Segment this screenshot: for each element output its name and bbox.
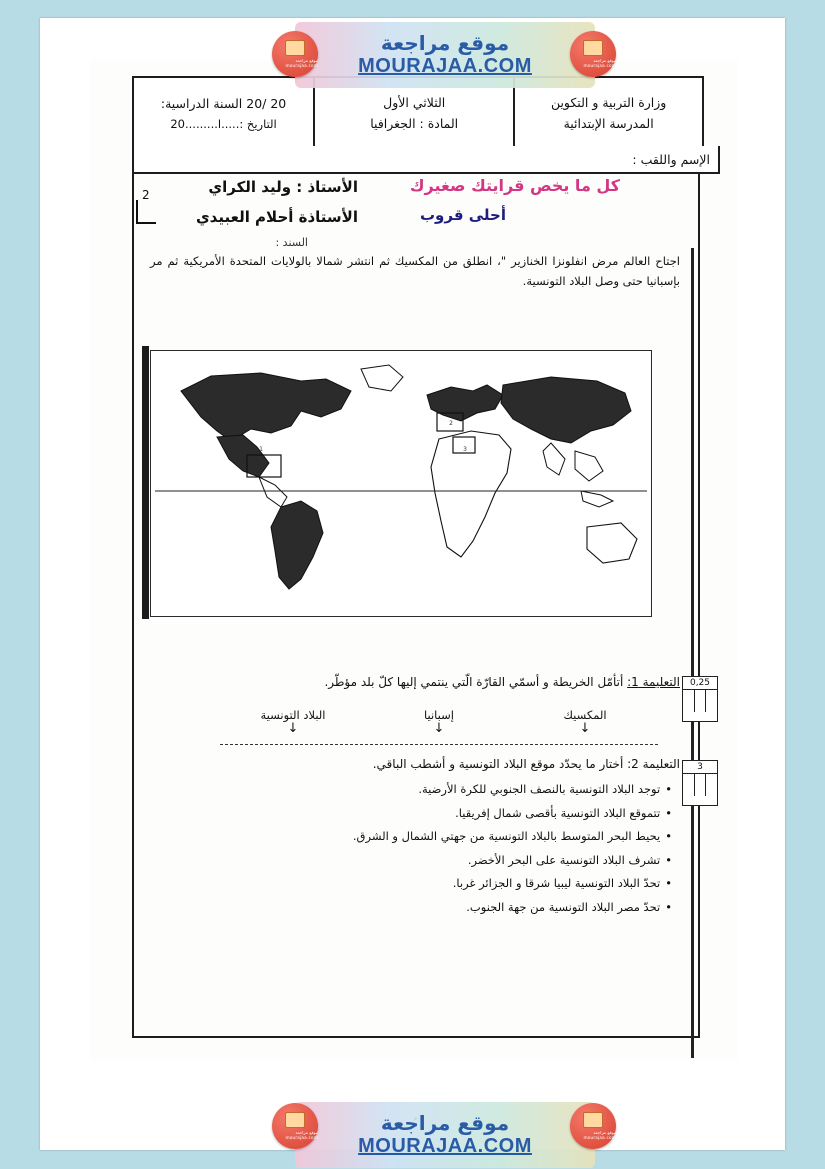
watermark-url[interactable]: MOURAJAA.COM xyxy=(358,55,532,77)
score-cell xyxy=(694,774,706,796)
watermark-arabic-label: موقع مراجعة xyxy=(380,1111,510,1135)
instruction-2-text: أختار ما يحدّد موقع البلاد التونسية و أشطب الباقي. xyxy=(372,757,624,771)
score-cell xyxy=(705,774,717,796)
source-label: السند : xyxy=(275,236,308,249)
answer-country-2: إسبانيا xyxy=(424,708,454,722)
instruction-2-options xyxy=(198,778,672,919)
svg-text:1: 1 xyxy=(259,446,263,453)
svg-text:2: 2 xyxy=(449,420,453,427)
pink-note: كل ما يخص قرايتك صغيرك xyxy=(409,176,620,195)
teacher-name-2: الأستاذة أحلام العبيدي xyxy=(195,208,358,226)
world-map-svg xyxy=(151,351,651,616)
answer-blank-2[interactable]: إسبانيا ↓ xyxy=(424,708,454,736)
answer-dashed-line xyxy=(220,744,658,745)
option-item[interactable]: • تحدّ مصر البلاد التونسية من جهة الجنوب. xyxy=(198,896,672,920)
map-left-bar xyxy=(142,346,149,619)
book-icon xyxy=(583,40,603,56)
answer-blank-1[interactable]: المكسيك ↓ xyxy=(563,708,607,736)
school-year-row xyxy=(161,96,286,111)
score-cell xyxy=(683,690,694,712)
instruction-1 xyxy=(208,672,680,694)
score-2-value: 3 xyxy=(683,761,717,774)
subject-label: المادة : الجغرافيا xyxy=(370,116,459,131)
badge-label: موقع مراجعة mourajaa.com xyxy=(583,1130,616,1140)
watermark-bottom-text xyxy=(358,1112,532,1158)
blue-note: أحلى قروب xyxy=(419,206,506,224)
option-item[interactable]: • يحيط البحر المتوسط بالبلاد التونسية من جهتي الشمال و الشرق. xyxy=(198,825,672,849)
document-page xyxy=(40,18,785,1157)
watermark-badge-icon xyxy=(570,1103,616,1149)
date-label: التاريخ :.....ا.........20 xyxy=(170,116,277,131)
option-item[interactable]: • توجد البلاد التونسية بالنصف الجنوبي للكرة الأرضية. xyxy=(198,778,672,802)
left-margin-number: 2 xyxy=(142,188,150,202)
instruction-2-label: التعليمة 2: xyxy=(627,757,680,771)
option-item[interactable]: • تتموقع البلاد التونسية بأقصى شمال إفريقيا. xyxy=(198,802,672,826)
book-icon xyxy=(285,40,305,56)
school-year-value: 20 /20 xyxy=(246,95,287,111)
score-2-cells xyxy=(683,774,717,796)
instruction-1-answers xyxy=(220,708,658,735)
school-year-label: السنة الدراسية: xyxy=(160,95,243,111)
header-cell-subject xyxy=(313,78,513,148)
instruction-1-text: أتأمّل الخريطة و أسمّي القارّة الّتي ينتمي إليها كلّ بلد مؤطّر. xyxy=(324,675,624,689)
ministry-line-2: المدرسة الإبتدائية xyxy=(563,116,654,131)
instruction-1-label: التعليمة 1: xyxy=(627,675,680,689)
vertical-rule xyxy=(691,248,694,1058)
score-box-1 xyxy=(682,676,718,722)
watermark-badge-icon xyxy=(570,31,616,77)
option-item[interactable]: • تشرف البلاد التونسية على البحر الأخضر. xyxy=(198,849,672,873)
ministry-line-1: وزارة التربية و التكوين xyxy=(550,95,667,110)
intro-paragraph: اجتاح العالم مرض انفلونزا الخنازير "، انطلق من المكسيك ثم انتشر شمالا بالولايات المتحدة الأمريكية ثم مر بإسبانيا حتى وصل البلاد التونسية. xyxy=(150,254,680,288)
answer-blank-3[interactable]: البلاد التونسية ↓ xyxy=(260,708,326,736)
watermark-arabic-label: موقع مراجعة xyxy=(380,31,510,55)
watermark-bottom xyxy=(295,1102,595,1168)
badge-label: موقع مراجعة mourajaa.com xyxy=(285,1130,318,1140)
watermark-url[interactable]: MOURAJAA.COM xyxy=(358,1135,532,1157)
score-cell xyxy=(694,690,706,712)
scanned-worksheet xyxy=(90,60,738,1060)
watermark-top-text xyxy=(358,32,532,78)
svg-text:3: 3 xyxy=(463,446,467,453)
watermark-badge-icon xyxy=(272,31,318,77)
score-cell xyxy=(683,774,694,796)
score-1-value: 0,25 xyxy=(683,677,717,690)
book-icon xyxy=(583,1112,603,1128)
score-1-cells xyxy=(683,690,717,712)
badge-label: موقع مراجعة mourajaa.com xyxy=(583,58,616,68)
answer-country-3: البلاد التونسية xyxy=(260,708,326,722)
watermark-top xyxy=(295,22,595,88)
answer-country-1: المكسيك xyxy=(563,708,607,722)
instruction-2 xyxy=(200,754,680,776)
header-cell-ministry xyxy=(513,78,702,148)
world-map-figure xyxy=(150,350,652,617)
header-cell-year xyxy=(134,78,313,148)
teacher-name-1: الأستاذ : وليد الكراي xyxy=(208,178,358,196)
term-label: الثلاثي الأول xyxy=(383,95,446,110)
badge-label: موقع مراجعة mourajaa.com xyxy=(285,58,318,68)
book-icon xyxy=(285,1112,305,1128)
watermark-badge-icon xyxy=(272,1103,318,1149)
corner-mark xyxy=(136,200,156,224)
score-cell xyxy=(705,690,717,712)
student-name-row: الإسم واللقب : xyxy=(132,146,720,174)
option-item[interactable]: • تحدّ البلاد التونسية ليبيا شرقا و الجزائر غربا. xyxy=(198,872,672,896)
score-box-2 xyxy=(682,760,718,806)
